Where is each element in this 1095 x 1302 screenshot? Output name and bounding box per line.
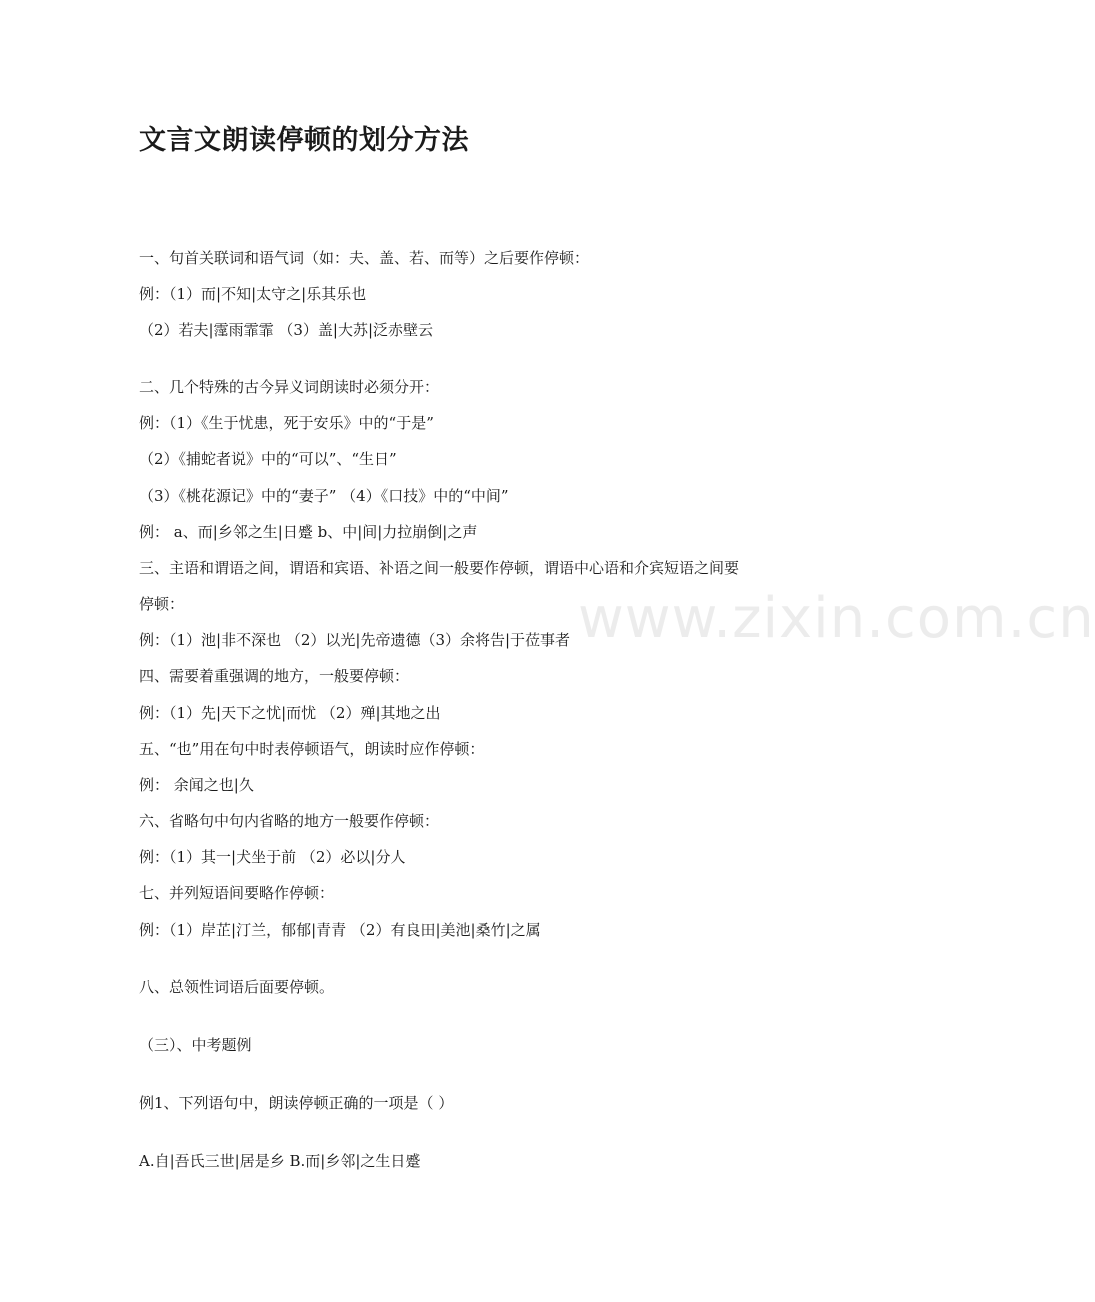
rule-heading-1: 一、句首关联词和语气词（如：夫、盖、若、而等）之后要作停顿：: [139, 249, 590, 267]
rule-heading-6: 六、省略句中句内省略的地方一般要作停顿：: [139, 812, 440, 830]
example-line: 例： a、而|乡邻之生|日蹙 b、中|间|力拉崩倒|之声: [139, 523, 478, 541]
example-line: 例：（1）其一|犬坐于前 （2）必以|分人: [139, 848, 406, 866]
example-line: 例： 余闻之也|久: [139, 776, 254, 794]
rule-heading-3-cont: 停顿：: [139, 595, 185, 613]
question-line: 例1、下列语句中，朗读停顿正确的一项是（ ）: [139, 1094, 454, 1112]
example-line: （2）《捕蛇者说》中的“可以”、“生日”: [139, 450, 397, 468]
example-line: 例：（1）先|天下之忧|而忧 （2）殚|其地之出: [139, 704, 441, 722]
rule-heading-5: 五、“也”用在句中时表停顿语气，朗读时应作停顿：: [139, 740, 485, 758]
watermark: www.zixin.com.cn: [578, 586, 1095, 651]
rule-heading-2: 二、几个特殊的古今异义词朗读时必须分开：: [139, 378, 440, 396]
example-line: 例：（1）而|不知|太守之|乐其乐也: [139, 285, 367, 303]
rule-heading-8: 八、总领性词语后面要停顿。: [139, 978, 335, 996]
rule-heading-3: 三、主语和谓语之间，谓语和宾语、补语之间一般要作停顿，谓语中心语和介宾短语之间要: [139, 559, 740, 577]
example-line: （3）《桃花源记》中的“妻子” （4）《口技》中的“中间”: [139, 487, 509, 505]
page-title: 文言文朗读停顿的划分方法: [139, 125, 469, 156]
section-heading: （三）、中考题例: [139, 1036, 252, 1054]
rule-heading-4: 四、需要着重强调的地方，一般要停顿：: [139, 667, 410, 685]
example-line: 例：（1）岸芷|汀兰，郁郁|青青 （2）有良田|美池|桑竹|之属: [139, 921, 541, 939]
example-line: 例：（1）池|非不深也 （2）以光|先帝遗德（3）余将告|于莅事者: [139, 631, 571, 649]
example-line: （2）若夫|霪雨霏霏 （3）盖|大苏|泛赤壁云: [139, 321, 434, 339]
answer-options: A.自|吾氏三世|居是乡 B.而|乡邻|之生日蹙: [139, 1152, 421, 1170]
rule-heading-7: 七、并列短语间要略作停顿：: [139, 884, 335, 902]
example-line: 例：（1）《生于忧患，死于安乐》中的“于是”: [139, 414, 434, 432]
